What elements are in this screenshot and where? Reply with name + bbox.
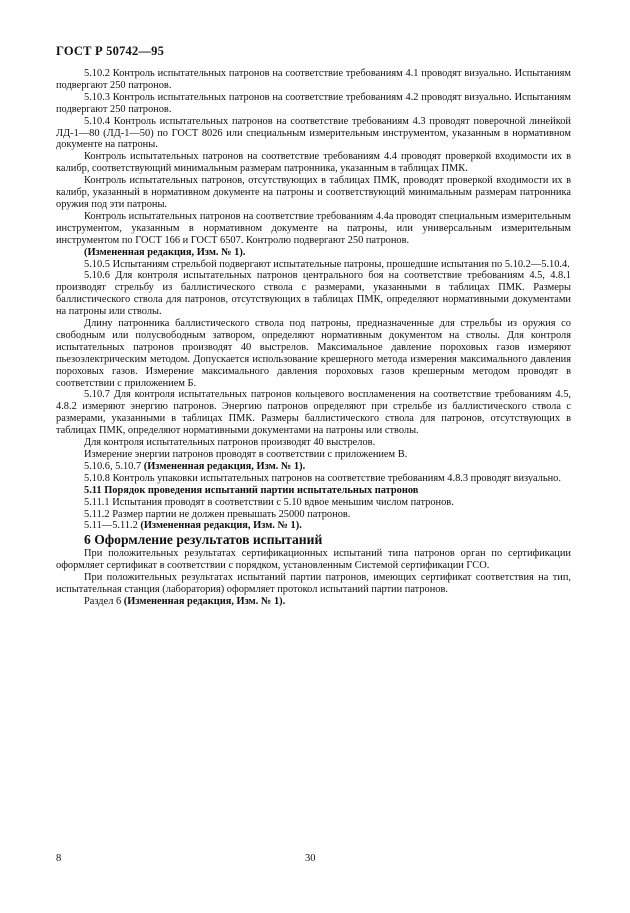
document-body <box>56 68 571 608</box>
page-number: 30 <box>305 853 316 864</box>
paragraph: При положительных результатах испытаний партии патронов, имеющих сертификат соответствия на тип, испытательная станция (лаборатория) оформляет протокол испытаний партии патронов. <box>56 572 571 596</box>
section-ref: Раздел 6 <box>84 595 122 607</box>
paragraph: Длину патронника баллистического ствола под патроны, предназначенные для стрельбы из оружия со свободным или полусвободным затвором, определяют нормативным документом на стволы. Для контроля испытательных патронов производят 40 выстрелов. Максимальное давление пороховых газов измеряют пьезоэлектрическим методом. Допускается использование крешерного метода измерения максимального давления пороховых газов. Измерение максимального давления пороховых газов крешерным методом проводят в соответствии с приложением Б. <box>56 318 571 389</box>
amendment-line <box>56 596 571 608</box>
paragraph: 5.10.8 Контроль упаковки испытательных патронов на соответствие требованиям 4.8.3 проводят визуально. <box>84 472 561 484</box>
amendment-line <box>56 520 571 532</box>
paragraph: Контроль испытательных патронов на соответствие требованиям 4.4 проводят проверкой входимости их в калибр, соответствующий минимальным размерам патронника, указанным в таблицах ПМК. <box>56 151 571 175</box>
paragraph: 5.10.6 Для контроля испытательных патронов центрального боя на соответствие требованиям 4.5, 4.8.1 производят стрельбу из баллистического ствола с размерами, указанными в таблицах ПМК. Размеры баллистического ствола для патронов, отсутствующих в таблицах ПМК, определяют нормативными документами на патроны или стволы. <box>56 270 571 318</box>
subsection-heading: 5.11 Порядок проведения испытаний партии испытательных патронов <box>84 484 419 496</box>
clause-ref: 5.10.6, 5.10.7 <box>84 460 142 472</box>
paragraph: Контроль испытательных патронов на соответствие требованиям 4.4а проводят специальным измерительным инструментом, указанным в нормативном документе на патроны, или универсальным измерительным инструментом по ГОСТ 166 и ГОСТ 6507. Контролю подвергают 250 патронов. <box>56 210 571 246</box>
amendment-note: (Измененная редакция, Изм. № 1). <box>143 460 306 472</box>
footer-number: 8 <box>56 853 62 864</box>
paragraph: 5.10.4 Контроль испытательных патронов на соответствие требованиям 4.3 проводят поверочной линейкой ЛД-1—80 (ЛД-1—50) по ГОСТ 8026 или специальным измерительным инструментом, указанным в нормативном документе на патроны. <box>56 115 571 151</box>
amendment-note: (Измененная редакция, Изм. № 1). <box>84 246 246 258</box>
clause-ref: 5.11—5.11.2 <box>84 520 138 532</box>
amendment-line <box>56 461 571 473</box>
paragraph: Измерение энергии патронов проводят в соответствии с приложением В. <box>84 449 408 460</box>
paragraph: 5.10.7 Для контроля испытательных патронов кольцевого воспламенения на соответствие требованиям 4.5, 4.8.2 измеряют энергию патронов. Энергию патронов определяют при стрельбе из баллистического ствола с размерами, указанными в таблицах ПМК. Размеры баллистического ствола для патронов, отсутствующих в таблицах ПМК, определяют нормативными документами на патроны или стволы. <box>56 389 571 437</box>
paragraph: 5.10.2 Контроль испытательных патронов на соответствие требованиям 4.1 проводят визуально. Испытаниям подвергают 250 патронов. <box>56 68 571 91</box>
paragraph: 5.11.2 Размер партии не должен превышать 25000 патронов. <box>84 508 351 520</box>
amendment-note: (Измененная редакция, Изм. № 1). <box>140 520 302 532</box>
paragraph: Для контроля испытательных патронов производят 40 выстрелов. <box>84 437 376 449</box>
paragraph: 5.10.5 Испытаниям стрельбой подвергают испытательные патроны, прошедшие испытания по 5.10.2—5.10.4. <box>84 258 570 270</box>
paragraph: Контроль испытательных патронов, отсутствующих в таблицах ПМК, проводят проверкой входимости их в калибр, указанный в нормативном документе на патроны и соответствующий минимальным размерам патронника оружия под эти патроны. <box>56 175 571 210</box>
document-header: ГОСТ Р 50742—95 <box>56 44 165 58</box>
amendment-note: (Измененная редакция, Изм. № 1). <box>123 595 286 607</box>
section-title: 6 Оформление результатов испытаний <box>84 532 323 548</box>
paragraph: При положительных результатах сертификационных испытаний типа патронов орган по сертификации оформляет сертификат в соответствии с порядком, установленным Системой сертификации ГСО. <box>56 548 571 572</box>
paragraph: 5.11.1 Испытания проводят в соответствии с 5.10 вдвое меньшим числом патронов. <box>84 496 454 508</box>
paragraph: 5.10.3 Контроль испытательных патронов на соответствие требованиям 4.2 проводят визуально. Испытаниям подвергают 250 патронов. <box>56 91 571 115</box>
